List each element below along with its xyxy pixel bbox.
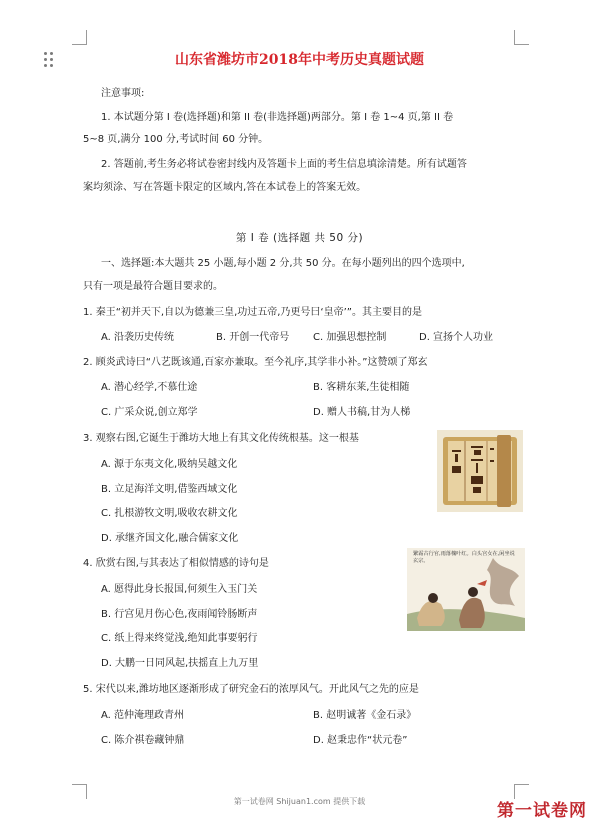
question-1-stem: 1. 秦王“初并天下,自以为德兼三皇,功过五帝,乃更号曰‘皇帝’”。其主要目的是 [83, 307, 422, 318]
notice-line: 2. 答题前,考生务必将试卷密封线内及答题卡上面的考生信息填涂清楚。所有试题答 [101, 159, 467, 170]
question-5-option-b: B. 赵明诚著《金石录》 [313, 710, 417, 721]
question-4-option-d: D. 大鹏一日同风起,扶摇直上九万里 [101, 658, 259, 669]
notice-line: 1. 本试题分第 I 卷(选择题)和第 II 卷(非选择题)两部分。第 I 卷 1~4 页,第 II 卷 [101, 112, 454, 123]
question-3-option-c: C. 扎根游牧文明,吸收农耕文化 [101, 508, 238, 519]
margin-corner-top-right [514, 30, 529, 45]
page-title: 山东省潍坊市2018年中考历史真题试题 [175, 52, 424, 68]
notice-line: 案均须涂、写在答题卡限定的区域内,答在本试卷上的答案无效。 [83, 182, 367, 193]
notice-heading: 注意事项: [101, 88, 145, 99]
page-footer: 第一试卷网 Shijuan1.com 提供下载 [233, 797, 366, 806]
scroll-book-image [437, 430, 523, 512]
question-1-option-a: A. 沿袭历史传统 [101, 332, 175, 343]
question-4-option-b: B. 行宫见月伤心色,夜雨闻铃肠断声 [101, 609, 258, 620]
instructions-line: 一、选择题:本大题共 25 小题,每小题 2 分,共 50 分。在每小题列出的四个选项中, [101, 258, 465, 269]
question-2-option-a: A. 潜心经学,不慕仕途 [101, 382, 198, 393]
question-2-stem: 2. 顾炎武诗曰“八艺既该通,百家亦兼取。至今礼序,其学非小补。”这赞颂了郑玄 [83, 357, 428, 368]
notice-line: 5~8 页,满分 100 分,考试时间 60 分钟。 [83, 134, 269, 145]
question-5-option-c: C. 陈介祺卷藏钟鼎 [101, 735, 185, 746]
question-1-option-c: C. 加强思想控制 [313, 332, 387, 343]
question-3-stem: 3. 观察右图,它诞生于潍坊大地上有其文化传统根基。这一根基 [83, 433, 359, 444]
question-3-option-b: B. 立足海洋文明,借鉴西域文化 [101, 484, 238, 495]
instructions-line: 只有一项是最符合题目要求的。 [83, 281, 223, 292]
section-heading: 第 I 卷 (选择题 共 50 分) [235, 232, 364, 244]
question-4-stem: 4. 欣赏右图,与其表达了相似情感的诗句是 [83, 558, 269, 569]
question-5-option-a: A. 范仲淹理政青州 [101, 710, 185, 721]
question-2-option-c: C. 广采众说,创立郑学 [101, 407, 198, 418]
question-4-option-c: C. 纸上得来终觉浅,绝知此事要躬行 [101, 633, 258, 644]
question-5-option-d: D. 赵秉忠作“状元卷” [313, 735, 408, 746]
margin-corner-top-left [72, 30, 87, 45]
question-1-option-d: D. 宣扬个人功业 [419, 332, 494, 343]
brand-watermark: 第一试卷网 [497, 801, 587, 821]
palace-ladies-painting [407, 548, 525, 631]
painting-caption: 繁霜古行官,雨落槐叶红。白头宫女在,闲坐说玄宗。 [413, 551, 515, 564]
question-2-option-b: B. 客耕东莱,生徒相随 [313, 382, 410, 393]
question-3-option-a: A. 源于东夷文化,吸纳吴越文化 [101, 459, 238, 470]
question-4-option-a: A. 愿得此身长报国,何须生入玉门关 [101, 584, 258, 595]
question-1-option-b: B. 开创一代帝号 [216, 332, 290, 343]
question-2-option-d: D. 赠人书稿,甘为人梯 [313, 407, 411, 418]
question-5-stem: 5. 宋代以来,潍坊地区逐渐形成了研究金石的浓厚风气。开此风气之先的应是 [83, 684, 419, 695]
question-3-option-d: D. 承继齐国文化,融合儒家文化 [101, 533, 239, 544]
